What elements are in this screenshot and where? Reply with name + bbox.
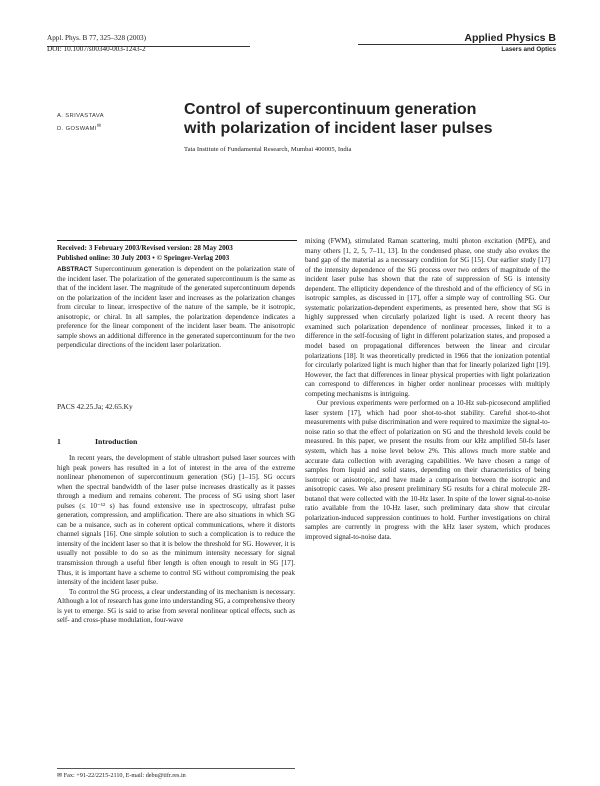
author-1: A. SRIVASTAVA [57, 113, 104, 119]
introduction-body [57, 454, 295, 626]
right-paragraph-1: mixing (FWM), stimulated Raman scattering, multi photon excitation (MPE), and many others [1, 2, 5, 7–11, 13]. In the condensed phase, one study also evokes the band gap of the material as a necessary condition for SG [15]. Our earlier study [17] of the intensity dependence of the SG process over two orders of magnitude of the incident laser pulse has shown that the rate of suppression of SG is intensity dependent. The ellipticity dependence of the threshold and of the efficiency of SG in isotropic samples, as discussed in [17], offer a simple way of controlling SG. Our systematic polarization-dependent experiments, as presented here, show that SG is highly suppressed when circularly polarized light is used. A recent theory has examined such polarization dependence of nonlinear processes, linked it to a difference in the self-focusing of light in different polarization states, and proposed a model based on propagational differences between the linear and circular polarizations [18]. It was theoretically predicted in 1966 that the ionization potential for circularly polarized light is much higher than that for linearly polarized light [19]. However, the fact that differences in linear physical properties with light polarization can correspond to differences in higher order nonlinear processes with multiply competing mechanisms is intriguing. [305, 237, 550, 398]
journal-brand [464, 32, 556, 53]
journal-subtitle: Lasers and Optics [501, 46, 556, 53]
footnote-contact: ✉ Fax: +91-22/2215-2110, E-mail: debu@tifr.res.in [57, 768, 295, 779]
right-column-body [305, 237, 550, 543]
intro-paragraph-2: To control the SG process, a clear understanding of its mechanism is necessary. Although a lot of research has gone into understanding SG, a comprehensive theory is yet to emerge. SG is said to arise from several nonlinear optical effects, such as self- and cross-phase modulation, four-wave [57, 587, 295, 625]
section-heading-introduction [57, 437, 295, 446]
title-line-2: with polarization of incident laser pulses [184, 120, 493, 137]
title-line-1: Control of supercontinuum generation [184, 101, 477, 118]
affiliation: Tata Institute of Fundamental Research, Mumbai 400005, India [184, 146, 352, 153]
paper-title [184, 100, 544, 138]
journal-citation-block [47, 33, 146, 55]
header-rule [47, 46, 250, 47]
received-date: Received: 3 February 2003/Revised version: 28 May 2003 [57, 244, 233, 252]
abstract-text: Supercontinuum generation is dependent on the polarization state of the incident laser. The polarization of the generated supercontinuum is the same as that of the incident laser. The magnitude of the generated supercontinuum depends on the polarization of the incident laser and increases as the polarization changes from circular to linear, irrespective of the nature of the sample, be it isotropic, anisotropic, or chiral. In all samples, the polarization dependence indicates a preference for the linear component of the incident laser beam. The anisotropic sample shows an additional difference in the generated supercontinuum for the two perpendicular directions of the incident laser polarization. [57, 265, 295, 350]
section-number: 1 [57, 437, 61, 446]
section-title: Introduction [95, 437, 138, 446]
dates-block [57, 240, 297, 263]
pacs-codes: PACS 42.25.Ja; 42.65.Ky [57, 402, 133, 411]
abstract-label: ABSTRACT [57, 266, 93, 273]
right-paragraph-2: Our previous experiments were performed on a 10-Hz sub-picosecond amplified laser system [17], which had poor shot-to-shot stability. Careful shot-to-shot measurements with pulse discrimination and were required to maximize the signal-to-noise ratio so that the effect of polarization on SG and the threshold levels could be measured. In this paper, we present the results from our kHz amplified 50-fs laser system, which has a noise level below 2%. This allows much more stable and accurate data collection with averaging capabilities. We have chosen a range of samples from liquid and solid states, depending on their characteristics of being isotropic or anisotropic, and have made a comparison between the isotropic and anisotropic cases. We also present preliminary SG results for a chiral molecule 2R-butanol that were collected with the 10-Hz laser. In spite of the lower signal-to-noise ratio available from the 10-Hz laser, such preliminary data show that circular polarization-induced suppression continues to hold. Further investigations on chiral samples are currently in progress with the kHz laser system, which produces improved signal-to-noise data. [305, 399, 550, 541]
published-date: Published online: 30 July 2003 • © Springer-Verlag 2003 [57, 254, 230, 262]
author-list [57, 112, 104, 134]
corresponding-author-icon: ✉ [96, 122, 102, 129]
author-2: D. GOSWAMI [57, 125, 97, 132]
doi: DOI: 10.1007/s00340-003-1243-2 [47, 45, 146, 53]
journal-name: Applied Physics B [464, 32, 556, 44]
intro-paragraph-1: In recent years, the development of stable ultrashort pulsed laser sources with high peak powers has resulted in a lot of interest in the area of the extreme nonlinear phenomenon of supercontinuum generation (SG) [1–15]. SG occurs when the spectral bandwidth of the laser pulse increases drastically as it passes through a medium and remains coherent. The process of SG using short laser pulses (≤ 10⁻¹² s) has found extensive use in spectroscopy, ultrafast pulse generation, compression, and amplification. There are also situations in which SG can be a nuisance, such as in coherent optical communications, where it distorts channel signals [16]. One simple solution to such a complication is to reduce the intensity of the incident laser so that it is below the threshold for SG. However, it is usually not possible to do so as the minimum intensity necessary for signal transmission through a useful fiber length is often enough to result in SG [17]. Thus, it is important have a scheme to control SG without compromising the peak intensity of the incident laser pulse. [57, 454, 295, 587]
abstract [57, 265, 295, 351]
citation: Appl. Phys. B 77, 325–328 (2003) [47, 34, 147, 42]
